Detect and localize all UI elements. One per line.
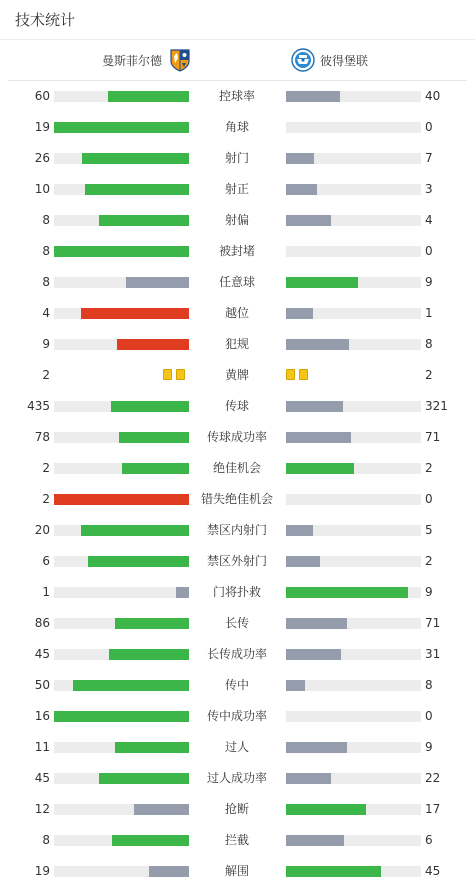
away-bar-fill bbox=[286, 277, 358, 288]
stat-label: 黄牌 bbox=[224, 368, 249, 382]
stat-row bbox=[0, 701, 475, 732]
home-value: 11 bbox=[34, 740, 50, 754]
home-value: 1 bbox=[42, 585, 50, 599]
stat-row bbox=[0, 825, 475, 856]
stat-label: 传球成功率 bbox=[206, 430, 267, 444]
home-value: 8 bbox=[42, 833, 50, 847]
home-yellow-cards bbox=[163, 369, 185, 380]
away-bar-track bbox=[286, 215, 421, 226]
teams-bar bbox=[8, 40, 467, 81]
home-bar-track bbox=[54, 866, 189, 877]
away-value: 9 bbox=[425, 275, 433, 289]
home-bar-track bbox=[54, 215, 189, 226]
stat-row bbox=[0, 794, 475, 825]
stat-row bbox=[0, 143, 475, 174]
home-bar-track bbox=[54, 339, 189, 350]
stat-label: 传中 bbox=[224, 678, 249, 692]
home-value: 8 bbox=[42, 275, 50, 289]
away-bar-fill bbox=[286, 339, 349, 350]
stat-row bbox=[0, 453, 475, 484]
home-bar-track bbox=[54, 184, 189, 195]
away-value: 45 bbox=[425, 864, 441, 878]
home-bar-fill bbox=[134, 804, 189, 815]
away-value: 31 bbox=[425, 647, 441, 661]
home-bar-fill bbox=[54, 494, 189, 505]
home-bar-fill bbox=[81, 525, 189, 536]
home-value: 2 bbox=[42, 368, 50, 382]
away-value: 40 bbox=[425, 89, 441, 103]
stat-row bbox=[0, 546, 475, 577]
home-bar-fill bbox=[126, 277, 189, 288]
away-value: 71 bbox=[425, 430, 441, 444]
away-value: 9 bbox=[425, 740, 433, 754]
stat-row bbox=[0, 639, 475, 670]
home-bar-track bbox=[54, 649, 189, 660]
stat-label: 传球 bbox=[224, 399, 249, 413]
home-bar-fill bbox=[149, 866, 190, 877]
stat-label: 错失绝佳机会 bbox=[200, 492, 273, 506]
away-bar-track bbox=[286, 680, 421, 691]
stat-label: 拦截 bbox=[224, 833, 249, 847]
stat-row bbox=[0, 174, 475, 205]
home-bar-track bbox=[54, 525, 189, 536]
stat-label: 被封堵 bbox=[218, 244, 255, 258]
stat-row bbox=[0, 267, 475, 298]
away-bar-track bbox=[286, 432, 421, 443]
stat-label: 过人 bbox=[224, 740, 249, 754]
stat-label: 长传成功率 bbox=[206, 647, 267, 661]
stat-row bbox=[0, 484, 475, 515]
away-bar-fill bbox=[286, 587, 408, 598]
away-bar-fill bbox=[286, 525, 313, 536]
home-value: 12 bbox=[34, 802, 50, 816]
home-bar-fill bbox=[122, 463, 190, 474]
yellow-card-icon bbox=[163, 369, 172, 380]
away-bar-fill bbox=[286, 308, 313, 319]
away-value: 8 bbox=[425, 678, 433, 692]
home-value: 6 bbox=[42, 554, 50, 568]
away-bar-track bbox=[286, 277, 421, 288]
away-value: 0 bbox=[425, 492, 433, 506]
away-value: 7 bbox=[425, 151, 433, 165]
home-value: 4 bbox=[42, 306, 50, 320]
away-value: 0 bbox=[425, 244, 433, 258]
home-bar-track bbox=[54, 308, 189, 319]
home-value: 19 bbox=[34, 864, 50, 878]
home-bar-track bbox=[54, 91, 189, 102]
home-bar-fill bbox=[111, 401, 189, 412]
home-bar-track bbox=[54, 711, 189, 722]
home-bar-fill bbox=[112, 835, 189, 846]
home-bar-track bbox=[54, 494, 189, 505]
home-bar-fill bbox=[115, 742, 189, 753]
away-bar-track bbox=[286, 711, 421, 722]
stats-list bbox=[0, 81, 475, 887]
stat-row bbox=[0, 205, 475, 236]
home-bar-fill bbox=[54, 246, 189, 257]
away-bar-track bbox=[286, 742, 421, 753]
home-bar-fill bbox=[99, 773, 189, 784]
yellow-card-icon bbox=[286, 369, 295, 380]
away-value: 9 bbox=[425, 585, 433, 599]
home-value: 60 bbox=[34, 89, 50, 103]
home-bar-track bbox=[54, 587, 189, 598]
away-bar-track bbox=[286, 773, 421, 784]
home-team-crest-icon bbox=[168, 48, 192, 72]
away-bar-fill bbox=[286, 401, 343, 412]
home-value: 86 bbox=[34, 616, 50, 630]
away-value: 8 bbox=[425, 337, 433, 351]
home-bar-track bbox=[54, 153, 189, 164]
stat-label: 禁区外射门 bbox=[206, 554, 267, 568]
away-bar-track bbox=[286, 122, 421, 133]
home-bar-fill bbox=[117, 339, 189, 350]
stat-label: 射正 bbox=[224, 182, 249, 196]
away-bar-track bbox=[286, 91, 421, 102]
away-bar-track bbox=[286, 339, 421, 350]
away-team-name: 彼得堡联 bbox=[320, 53, 369, 68]
home-value: 19 bbox=[34, 120, 50, 134]
home-bar-track bbox=[54, 122, 189, 133]
home-bar-fill bbox=[109, 649, 189, 660]
home-bar-track bbox=[54, 773, 189, 784]
stat-row bbox=[0, 236, 475, 267]
away-bar-track bbox=[286, 246, 421, 257]
home-bar-fill bbox=[119, 432, 189, 443]
away-value: 1 bbox=[425, 306, 433, 320]
away-value: 0 bbox=[425, 120, 433, 134]
home-value: 8 bbox=[42, 244, 50, 258]
away-team-crest-icon bbox=[291, 48, 315, 72]
home-value: 10 bbox=[34, 182, 50, 196]
away-bar-track bbox=[286, 618, 421, 629]
home-bar-track bbox=[54, 401, 189, 412]
home-bar-track bbox=[54, 463, 189, 474]
stat-row bbox=[0, 856, 475, 887]
home-value: 45 bbox=[34, 647, 50, 661]
home-bar-track bbox=[54, 835, 189, 846]
away-value: 2 bbox=[425, 554, 433, 568]
away-bar-track bbox=[286, 649, 421, 660]
yellow-card-icon bbox=[299, 369, 308, 380]
stat-row bbox=[0, 608, 475, 639]
stat-row bbox=[0, 360, 475, 391]
stat-row bbox=[0, 515, 475, 546]
home-team[interactable] bbox=[102, 40, 192, 80]
stats-header bbox=[0, 0, 475, 40]
away-value: 17 bbox=[425, 802, 441, 816]
home-value: 45 bbox=[34, 771, 50, 785]
away-bar-track bbox=[286, 556, 421, 567]
stat-label: 角球 bbox=[224, 120, 249, 134]
home-bar-track bbox=[54, 432, 189, 443]
home-value: 2 bbox=[42, 492, 50, 506]
away-value: 0 bbox=[425, 709, 433, 723]
stat-label: 控球率 bbox=[218, 89, 255, 103]
yellow-card-icon bbox=[176, 369, 185, 380]
away-value: 5 bbox=[425, 523, 433, 537]
away-bar-track bbox=[286, 308, 421, 319]
stat-label: 解围 bbox=[224, 864, 249, 878]
stat-label: 绝佳机会 bbox=[212, 461, 261, 475]
away-bar-track bbox=[286, 153, 421, 164]
stat-row bbox=[0, 670, 475, 701]
stat-row bbox=[0, 422, 475, 453]
home-bar-track bbox=[54, 556, 189, 567]
stat-label: 射门 bbox=[224, 151, 249, 165]
home-value: 8 bbox=[42, 213, 50, 227]
away-bar-fill bbox=[286, 618, 347, 629]
away-bar-fill bbox=[286, 742, 347, 753]
home-bar-fill bbox=[99, 215, 189, 226]
stat-row bbox=[0, 391, 475, 422]
home-bar-fill bbox=[88, 556, 189, 567]
away-bar-track bbox=[286, 587, 421, 598]
away-bar-fill bbox=[286, 153, 314, 164]
home-bar-track bbox=[54, 742, 189, 753]
home-team-name: 曼斯菲尔德 bbox=[102, 53, 163, 68]
home-value: 435 bbox=[27, 399, 50, 413]
home-bar-track bbox=[54, 680, 189, 691]
away-value: 22 bbox=[425, 771, 441, 785]
away-bar-fill bbox=[286, 463, 354, 474]
away-bar-fill bbox=[286, 773, 331, 784]
stat-label: 长传 bbox=[224, 616, 249, 630]
away-bar-fill bbox=[286, 556, 320, 567]
away-value: 4 bbox=[425, 213, 433, 227]
stat-label: 门将扑救 bbox=[212, 585, 261, 599]
away-bar-fill bbox=[286, 432, 351, 443]
home-bar-track bbox=[54, 804, 189, 815]
home-value: 50 bbox=[34, 678, 50, 692]
stat-label: 抢断 bbox=[224, 802, 249, 816]
away-bar-fill bbox=[286, 91, 340, 102]
home-bar-fill bbox=[108, 91, 189, 102]
home-value: 9 bbox=[42, 337, 50, 351]
home-value: 16 bbox=[34, 709, 50, 723]
stat-label: 过人成功率 bbox=[206, 771, 267, 785]
home-bar-track bbox=[54, 246, 189, 257]
home-bar-fill bbox=[73, 680, 189, 691]
stat-row bbox=[0, 298, 475, 329]
home-bar-fill bbox=[54, 711, 189, 722]
stat-row bbox=[0, 112, 475, 143]
home-bar-fill bbox=[81, 308, 189, 319]
away-bar-fill bbox=[286, 866, 381, 877]
stat-row bbox=[0, 81, 475, 112]
stat-row bbox=[0, 763, 475, 794]
stat-label: 犯规 bbox=[224, 337, 249, 351]
away-bar-fill bbox=[286, 835, 344, 846]
away-bar-fill bbox=[286, 184, 317, 195]
away-bar-track bbox=[286, 866, 421, 877]
home-bar-fill bbox=[115, 618, 189, 629]
away-value: 321 bbox=[425, 399, 448, 413]
home-bar-fill bbox=[82, 153, 189, 164]
away-bar-fill bbox=[286, 649, 341, 660]
home-bar-fill bbox=[54, 122, 189, 133]
away-value: 71 bbox=[425, 616, 441, 630]
stat-row bbox=[0, 577, 475, 608]
away-value: 6 bbox=[425, 833, 433, 847]
home-value: 2 bbox=[42, 461, 50, 475]
away-value: 2 bbox=[425, 368, 433, 382]
stat-label: 禁区内射门 bbox=[206, 523, 267, 537]
away-bar-track bbox=[286, 804, 421, 815]
home-value: 20 bbox=[34, 523, 50, 537]
stat-label: 越位 bbox=[224, 306, 249, 320]
home-bar-track bbox=[54, 277, 189, 288]
away-bar-track bbox=[286, 184, 421, 195]
away-yellow-cards bbox=[286, 369, 308, 380]
stat-row bbox=[0, 732, 475, 763]
away-value: 2 bbox=[425, 461, 433, 475]
page-title: 技术统计 bbox=[15, 11, 76, 29]
home-value: 26 bbox=[34, 151, 50, 165]
away-team[interactable] bbox=[291, 40, 368, 80]
away-bar-track bbox=[286, 525, 421, 536]
away-value: 3 bbox=[425, 182, 433, 196]
away-bar-track bbox=[286, 494, 421, 505]
away-bar-track bbox=[286, 835, 421, 846]
home-bar-track bbox=[54, 618, 189, 629]
away-bar-track bbox=[286, 401, 421, 412]
stat-row bbox=[0, 329, 475, 360]
away-bar-track bbox=[286, 463, 421, 474]
stat-label: 传中成功率 bbox=[206, 709, 267, 723]
home-bar-fill bbox=[176, 587, 190, 598]
away-bar-fill bbox=[286, 804, 366, 815]
home-bar-fill bbox=[85, 184, 189, 195]
away-bar-fill bbox=[286, 680, 305, 691]
away-bar-fill bbox=[286, 215, 331, 226]
home-value: 78 bbox=[34, 430, 50, 444]
stat-label: 射偏 bbox=[224, 213, 249, 227]
stat-label: 任意球 bbox=[218, 275, 255, 289]
